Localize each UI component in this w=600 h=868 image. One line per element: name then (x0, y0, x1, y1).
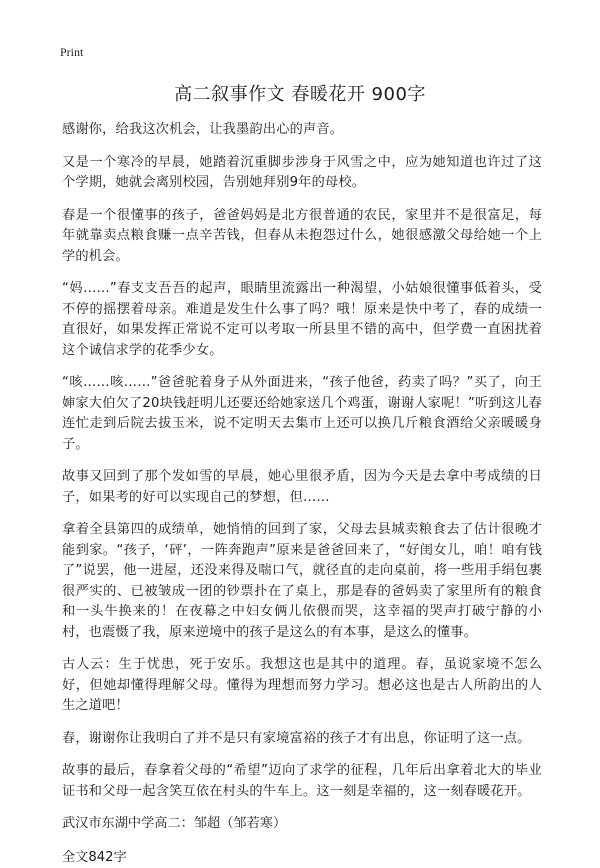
paragraph: 故事的最后，春拿着父母的“希望”迈向了求学的征程，几年后出拿着北大的毕业证书和父母一起含笑互依在村头的牛车上。这一刻是幸福的，这一刻春暖花开。 (62, 763, 542, 799)
author-line: 武汉市东湖中学高二：邹超（邹若寒） (62, 816, 287, 831)
paragraph: 拿着全县第四的成绩单，她悄悄的回到了家，父母去县城卖粮食去了估计很晚才能到家。“孩子，‘砰’，一阵奔跑声”原来是爸爸回来了，“好闺女儿，咱！咱有钱了”说罢，他一进屋，还没来得及喘口气，就径直的走向桌前，将一些用手绢包裹很严实的、已被皱成一团的钞票扑在了桌上，那是春的爸妈卖了家里所有的粮食和一头牛换来的！在夜幕之中妇女俩儿依偎而哭，这幸福的哭声打破宁静的小村，也震慑了我，原来逆境中的孩子是这么的有本事，是这么的懂事。 (62, 522, 542, 640)
paragraph: 古人云：生于忧患，死于安乐。我想这也是其中的道理。春，虽说家境不怎么好，但她却懂得理解父母。懂得为理想而努力学习。想必这也是古人所韵出的人生之道吧！ (62, 657, 542, 713)
article-body (62, 120, 542, 868)
paragraph: 感谢你，给我这次机会，让我墨韵出心的声音。 (62, 122, 344, 137)
paragraph: 又是一个寒冷的早晨，她踏着沉重脚步涉身于风雪之中，应为她知道也许过了这个学期，她就会离别校园，告别她拜别9年的母校。 (62, 154, 542, 190)
paragraph: 春，谢谢你让我明白了并不是只有家境富裕的孩子才有出息，你证明了这一点。 (62, 730, 531, 746)
paragraph: 故事又回到了那个发如雪的早晨，她心里很矛盾，因为今天是去拿中考成绩的日子，如果考的好可以实现自己的梦想，但…… (62, 469, 542, 505)
word-count: 全文842字 (62, 850, 127, 865)
paragraph: “咳……咳……”爸爸驼着身子从外面进来，“孩子他爸，药卖了吗？”买了，向王婶家大伯欠了20块钱赶明儿还要还给她家送几个鸡蛋，谢谢人家呢！”听到这儿春连忙走到后院去拔玉米，说不定明天去集市上还可以换几斤粮食酒给父亲暖暖身子。 (62, 375, 542, 452)
page-title: 高二叙事作文 春暖花开 900字 (174, 84, 426, 105)
paragraph: “妈……”春支支吾吾的起声，眼睛里流露出一种渴望，小姑娘很懂事低着头，受不停的摇摆着母亲。难道是发生什么事了吗？哦！原来是快中考了，春的成绩一直很好，如果发挥正常说不定可以考取一所县里不错的高中，但学费一直困扰着这个诚信求学的花季少女。 (62, 281, 542, 358)
print-link[interactable]: Print (60, 45, 84, 59)
paragraph: 春是一个很懂事的孩子，爸爸妈妈是北方很普通的农民，家里并不是很富足，每年就靠卖点粮食赚一点辛苦钱，但春从未抱怨过什么，她很感激父母给她一个上学的机会。 (62, 207, 542, 264)
